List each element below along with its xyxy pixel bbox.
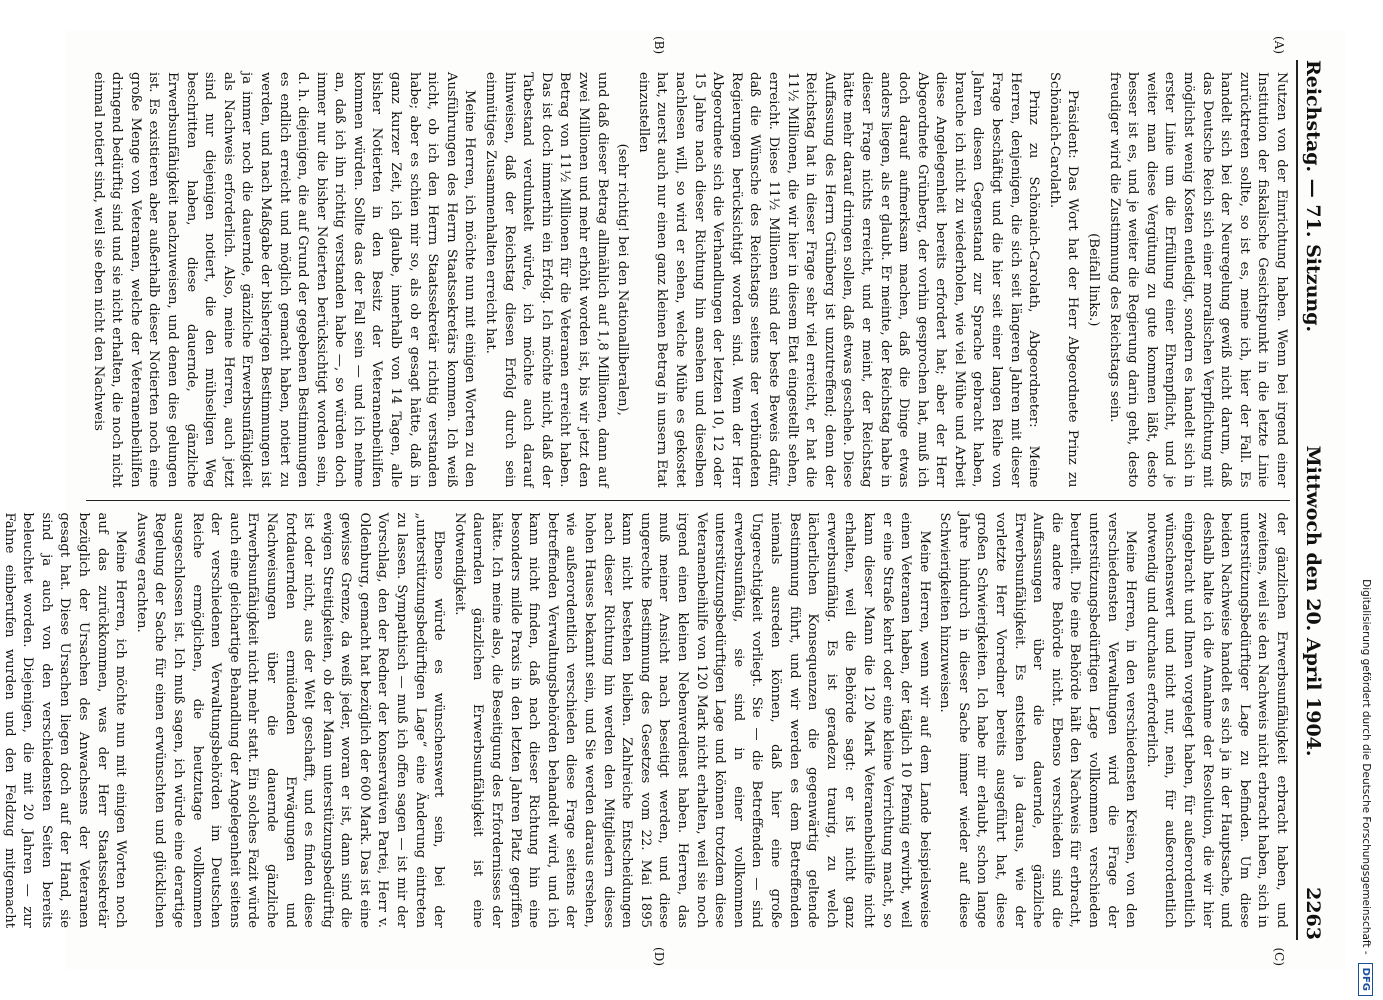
- credit-text: Digitalisierung gefördert durch die Deutsche Forschungsgemeinschaft -: [1360, 579, 1372, 955]
- credit-line: [1353, 6, 1379, 996]
- margin-marker-c: (C): [1272, 947, 1286, 966]
- right-column: [1, 501, 1290, 941]
- paragraph: und daß dieser Betrag allmählich auf 1,8 Millionen, dann auf zwei Millionen und mehr erhöht worden ist, bis wir jetzt den Betrag von 11½ Millionen für die Veteranen erreicht haben. Das ist doch immerhin ein Erfolg. Ich möchte nicht, daß der Tatbestand verdunkelt würde, ich möchte auch darauf hinweisen, daß der Reichstag diesen Erfolg durch sein einmütiges Zusammenhalten erreicht hat.: [483, 72, 610, 488]
- document-page: [1, 30, 1346, 970]
- paragraph: der gänzlichen Erwerbsunfähigkeit erbracht haben, und zweitens, weil sie den Nachweis nicht erbracht haben, sich in unterstützungsbedürftiger Lage zu befinden. Um diese beiden Nachweise handelt es sich ja in der Hauptsache, und deshalb halte ich die Annahme der Resolution, die wir hier eingebracht und Ihnen vorgelegt haben, für außerordentlich wünschenswert und nicht nur, nein, für außerordentlich notwendig und durchaus erforderlich.: [1143, 512, 1289, 928]
- margin-marker-b: (B): [652, 36, 666, 55]
- interjection-note: (sehr richtig! bei den Nationalliberalen),: [615, 143, 631, 416]
- header-date: Mittwoch den 20. April 1904.: [1302, 445, 1324, 757]
- page-number: 2263: [1302, 887, 1324, 940]
- paragraph: Meine Herren, ich möchte nun mit einigen Worten noch auf das zurückkommen, was der Herr Staatssekretär bezüglich der Ursachen des Anwachsens der Veteranen gesagt hat. Diese Ursachen liegen doch auf der Hand, sie sind ja auch von den verschiedensten Seiten bereits beleuchtet worden. Diejenigen, die mit 20 Jahren — zur Fahne einberufen wurden und den Feldzug mitgemacht: [1, 512, 129, 928]
- dfg-logo: DFG: [1359, 963, 1374, 996]
- paragraph: Meine Herren, wenn wir auf dem Lande beispielsweise einen Veteranen haben, der täglich 10 Pfennig erwirbt, weil er eine Straße kehrt oder eine kleine Verrichtung macht, so kann dieser Mann die 120 Mark Veteranenbeihilfe nicht erhalten, weil die Behörde sagt: er ist nicht ganz erwerbsunfähig. Es ist geradezu traurig, zu welch lächerlichen Konsequenzen die gegenwärtig geltende Bestimmung führt, und wir werden es dem Betreffenden niemals ausreden können, daß hier eine große Ungerechtigkeit vorliegt. Sie — die Betreffenden — sind erwerbsunfähig, sie sind in einer vollkommen unterstützungsbedürftigen Lage und können trotzdem diese Veteranenbeihilfe von 120 Mark nicht erhalten, weil sie noch irgend einen kleinen Nebenverdienst haben. Herren, das muß meiner Ansicht nach beseitigt werden, und diese ungerechte Bestimmung des Gesetzes vom 22. Mai 1895 kann nicht bestehen bleiben. Zahlreiche Entscheidungen nach dieser Richtung hin werden den Mitgliedern dieses hohen Hauses bekannt sein, und Sie werden daraus ersehen, wie außerordentlich verschieden diese Frage seitens der betreffenden Verwaltungsbehörden behandelt wird, und ich kann nicht finden, daß nach dieser Richtung hin eine besonders milde Praxis in den letzten Jahren Platz gegriffen hätte. Ich meine also, die Beseitigung des Erfordernisses der dauernden gänzlichen Erwerbsunfähigkeit ist eine Notwendigkeit.: [451, 512, 932, 928]
- paragraph: Prinz zu Schönaich-Carolath, Abgeordneter: Meine Herren, denjenigen, die sich seit längeren Jahren mit dieser Frage beschäftigt und die hier seit einer langen Reihe von Jahren diesen Gegenstand zur Sprache gebracht haben, brauche ich nicht zu wiederholen, wie viel Mühe und Arbeit diese Angelegenheit bereits erfordert hat; aber der Herr Abgeordnete Grünberg, der vorhin gesprochen hat, muß ich doch darauf aufmerksam machen, daß die Dinge etwas anders liegen, als er glaubt. Er meinte, der Reichstag habe in dieser Frage nichts erreicht, und er meint, der Reichstag hätte mehr darauf dringen sollen, daß etwas geschehe. Diese Auffassung des Herrn Grünberg ist unzutreffend; denn der Reichstag hat in dieser Frage sehr viel erreicht, er hat die 11½ Millionen, die wir hier in diesem Etat eingestellt sehen, erreicht. Diese 11½ Millionen sind der beste Beweis dafür, daß die Wünsche des Reichstags seitens der verbündeten Regierungen berücksichtigt worden sind. Wenn der Herr Abgeordnete sich die Verhandlungen der letzten 10, 12 oder 15 Jahre nach dieser Richtung hin ansehen und dieselben nachlesen will, so wird er sehen, welche Mühe es gekostet hat, zuerst auch nur einen ganz kleinen Betrag in unsern Etat einzustellen: [635, 72, 1042, 488]
- page-header: [1296, 60, 1336, 940]
- digitization-credit: [1353, 6, 1379, 996]
- margin-marker-a: (A): [1272, 36, 1286, 55]
- rotated-page-content: [1, 30, 1346, 970]
- margin-marker-d: (D): [652, 947, 666, 966]
- left-column: [86, 60, 1290, 501]
- paragraph: Nutzen von der Einrichtung haben. Wenn bei irgend einer Institution der fiskalische Gesichtspunkt in die letzte Linie zurücktreten sollte, so ist es, meine ich, hier der Fall. Es handelt sich bei der Neuregelung gewiß nicht darum, daß das Deutsche Reich sich einer moralischen Verpflichtung mit möglichst wenig Kosten entledigt, sondern es handelt sich in erster Linie um die Erfüllung einer Ehrenpflicht, und je weiter man diese Vergütung zu gute kommen läßt, desto besser ist es, und je weiter die Regierung darin geht, desto freudiger wird die Zustimmung des Reichstags sein.: [1106, 72, 1289, 488]
- paragraph: Meine Herren, in den verschiedensten Kreisen, von den verschiedensten Verwaltungen wird die Frage der unterstützungsbedürftigen Lage vollkommen verschieden beurteilt. Die eine Behörde hält den Nachweis für erbracht, die andere Behörde nicht. Ebenso verschieden sind die Auffassungen über die dauernde, gänzliche Erwerbsunfähigkeit. Es entstehen ja daraus, wie der vorletzte Herr Vorredner bereits ausgeführt hat, diese großen Schwierigkeiten. Ich habe mir erlaubt, schon lange Jahre hindurch in dieser Sache immer wieder auf diese Schwierigkeiten hinzuweisen.: [937, 512, 1139, 928]
- paragraph: Meine Herren, ich möchte nun mit einigen Worten zu den Ausführungen des Herrn Staatssekretärs kommen. Ich weiß nicht, ob ich den Herrn Staatssekretär richtig verstanden habe; aber es schien mir so, als ob er gesagt hätte, daß in ganz kurzer Zeit, ich glaube, innerhalb von 14 Tagen, alle bisher Notierten in den Besitz der Veteranenbeihilfen kommen würden. Sollte das der Fall sein — und ich nehme an, daß ich ihn richtig verstanden habe —, so würden doch immer nur die bisher Notierten berücksichtigt worden sein, d. h. diejenigen, die auf Grund der gegebenen Bestimmungen es endlich erreicht und möglich gemacht haben, notiert zu werden, und nach Maßgabe der bisherigen Bestimmungen ist ja immer noch die dauernde, gänzliche Erwerbsunfähigkeit als Nachweis erforderlich. Also, meine Herren, auch jetzt sind nur diejenigen notiert, die den mühseligen Weg beschritten haben, diese dauernde, gänzliche Erwerbsunfähigkeit nachzuweisen, und denen dies gelungen ist. Es existieren aber außerhalb dieser Notierten noch eine große Menge von Veteranen, welche der Veteranenbeihilfen dringend bedürftig sind und sie nicht erhalten, die noch nicht einmal notiert sind, weil sie eben nicht den Nachweis: [90, 72, 478, 488]
- paragraph: Ebenso würde es wünschenswert sein, bei der „unterstützungsbedürftigen Lage“ eine Änderung eintreten zu lassen. Sympathisch — muß ich offen sagen — ist mir der Vorschlag, den der Redner der konservativen Partei, Herr v. Oldenburg, gemacht hat bezüglich der 600 Mark. Das ist eine gewisse Grenze, da weiß jeder, woran er ist, dann sind die ewigen Streitigkeiten, ob der Mann unterstützungsbedürftig ist oder nicht, aus der Welt geschafft, und es finden diese fortdauernden ermüdenden Erwägungen und Nachweisungen über die dauernde gänzliche Erwerbsunfähigkeit nicht mehr statt. Ein solches Fazit würde auch eine gleichartige Behandlung der Angelegenheit seitens der verschiedenen Verwaltungsbehörden im Deutschen Reiche ermöglichen, die heutzutage vollkommen ausgeschlossen ist. Ich muß sagen, ich würde eine derartige Regelung der Sache für einen erwünschten und glücklichen Ausweg erachten.: [133, 512, 447, 928]
- header-session: Reichstag. — 71. Sitzung.: [1302, 60, 1324, 333]
- text-columns: [1, 60, 1290, 940]
- applause-note: (Beifall links.): [1086, 233, 1102, 327]
- president-statement: Präsident: Das Wort hat der Herr Abgeordnete Prinz zu Schönaich-Carolath.: [1046, 72, 1081, 488]
